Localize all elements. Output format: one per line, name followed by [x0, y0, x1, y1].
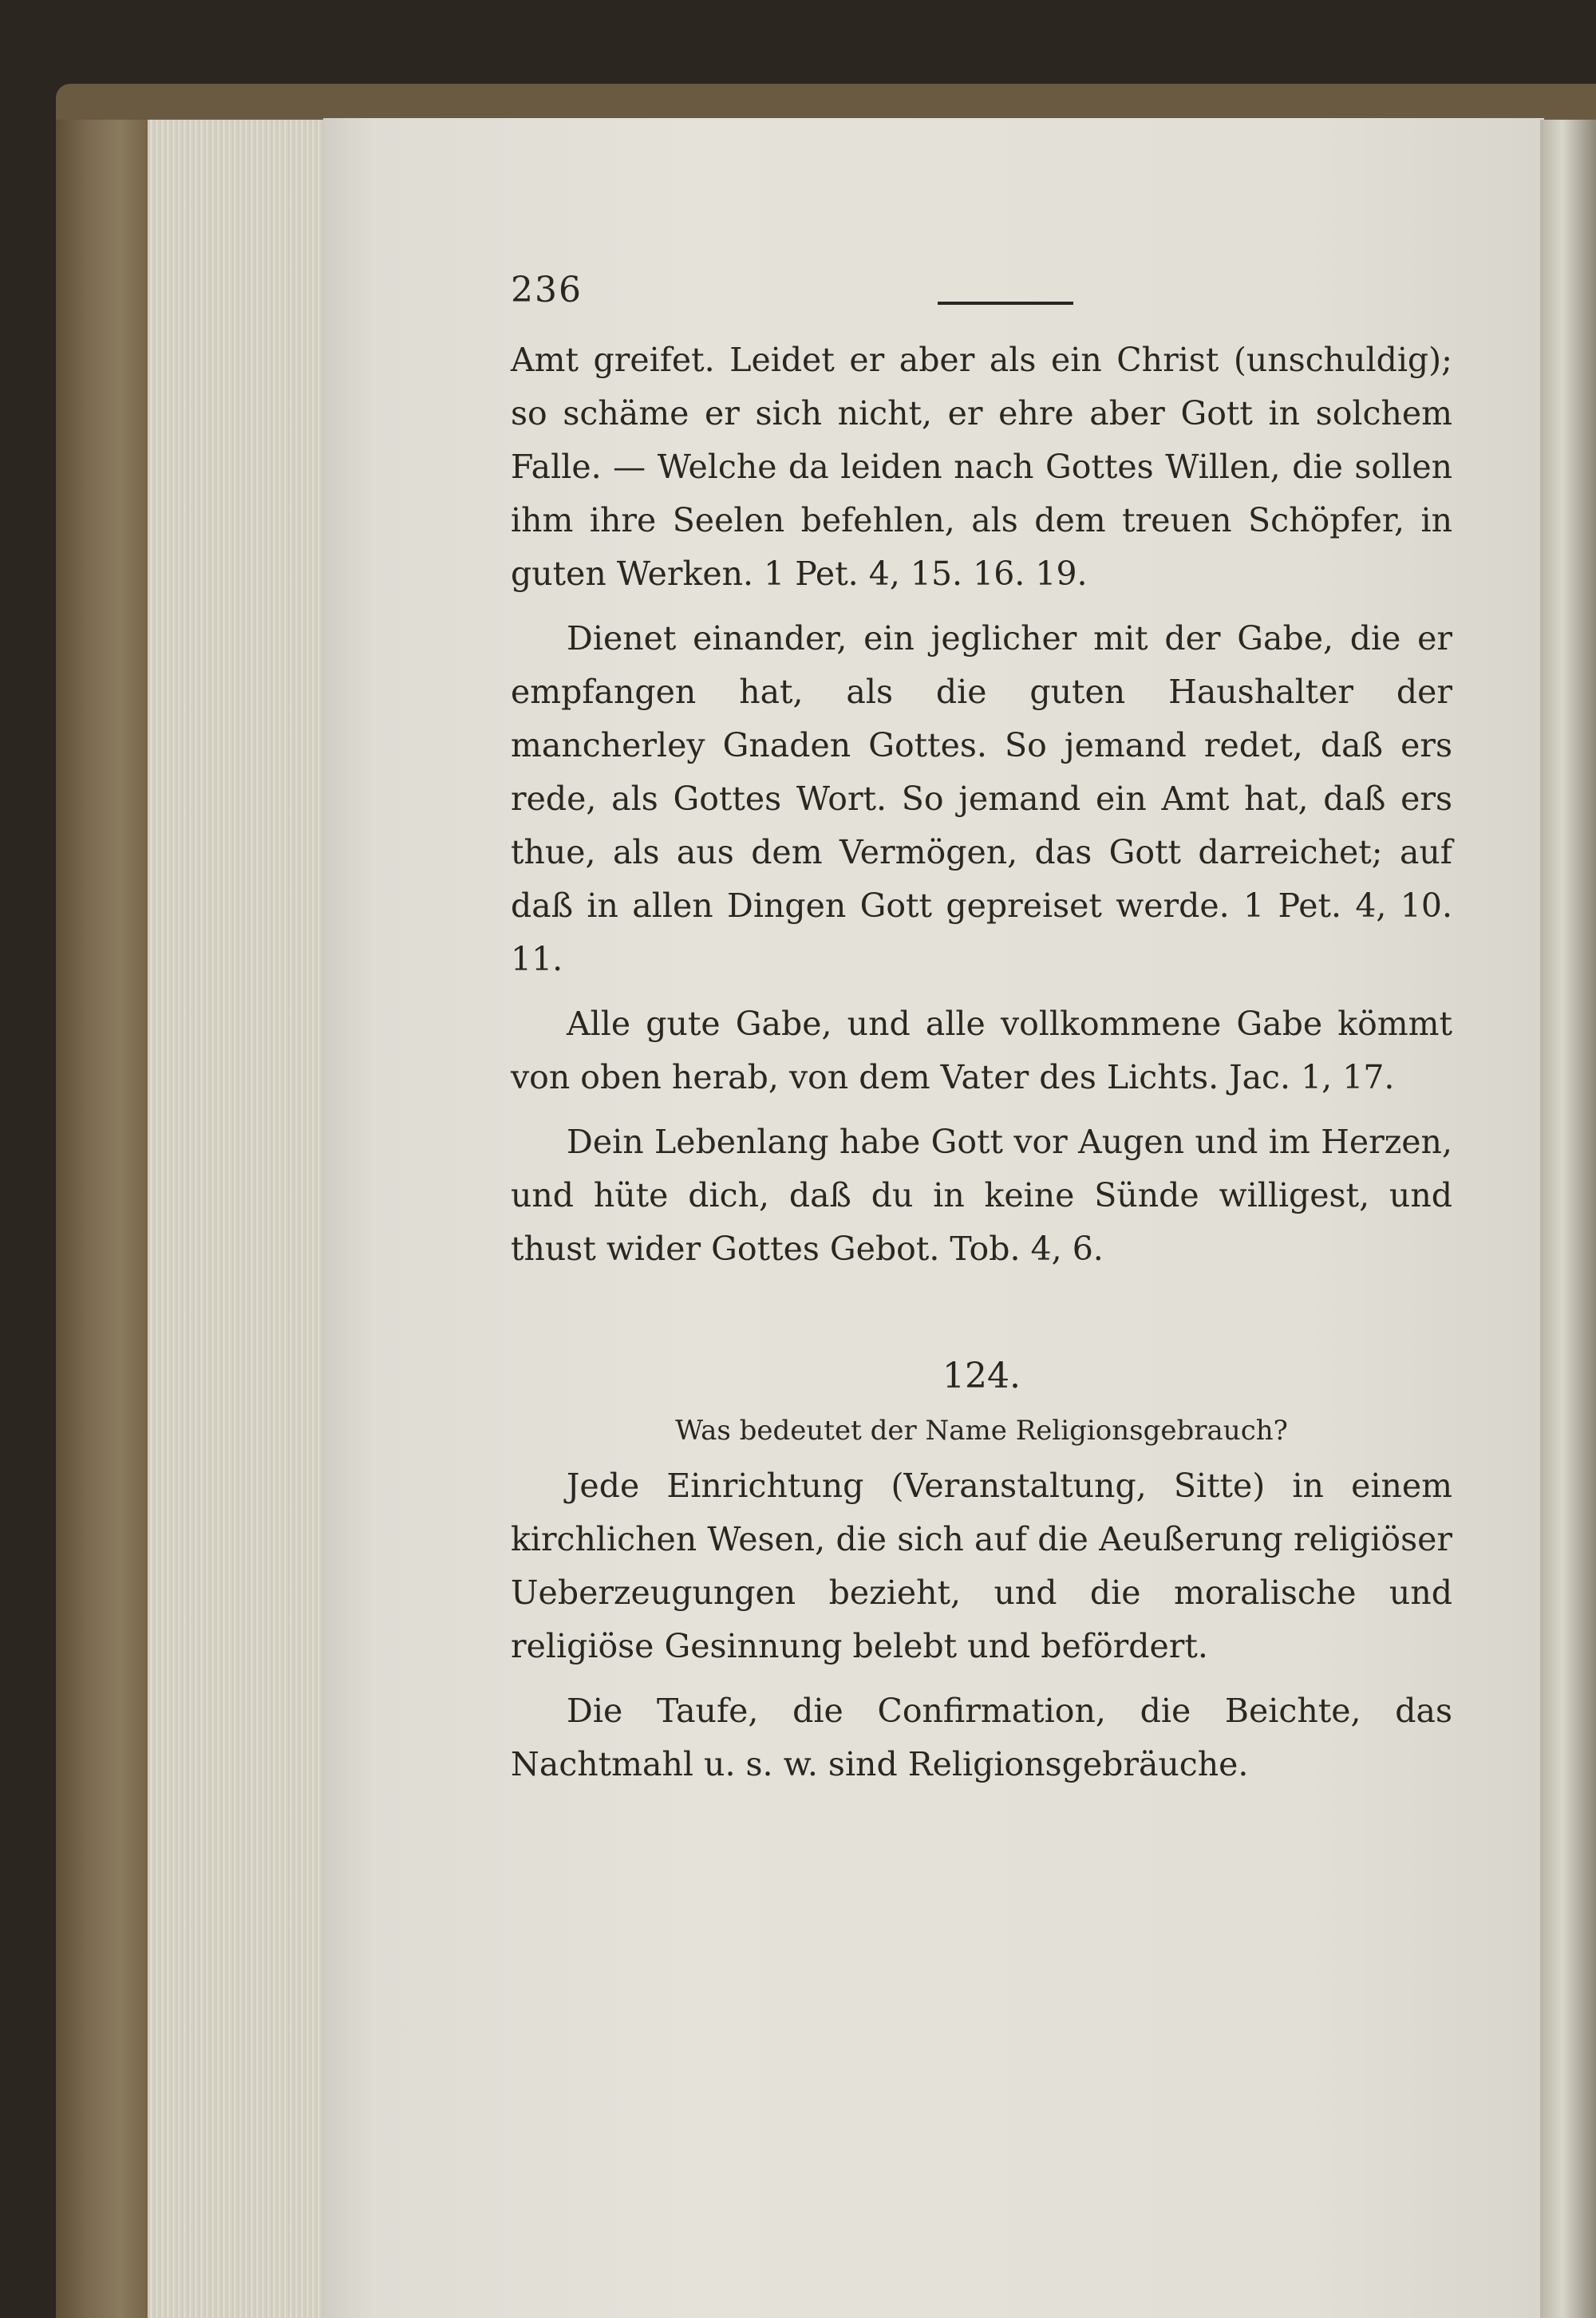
- paragraph-2: Dienet einander, ein jeglicher mit der Gabe, die er empfangen hat, als die guten Haushalter der mancherley Gnaden Gottes. So jemand redet, daß ers rede, als Gottes Wort. So jemand ein Amt hat, daß ers thue, als aus dem Vermögen, das Gott darreichet; auf daß in allen Dingen Gott gepreiset werde. 1 Pet. 4, 10. 11.: [511, 619, 1452, 978]
- section-question: Was bedeutet der Name Religionsgebrauch?: [675, 1415, 1288, 1447]
- page-text: [511, 270, 1452, 1803]
- cover-spine-edge: [56, 120, 148, 2318]
- header-rule: [938, 302, 1073, 305]
- paragraph-4: Dein Lebenlang habe Gott vor Augen und im Herzen, und hüte dich, daß du in keine Sünde willigest, und thust wider Gottes Gebot. Tob. 4, 6.: [511, 1123, 1452, 1268]
- facing-page-edge: [1540, 120, 1596, 2318]
- page-header: [511, 270, 1452, 334]
- section-number: 124.: [942, 1356, 1021, 1396]
- paragraph-5: Jede Einrichtung (Veranstaltung, Sitte) in einem kirchlichen Wesen, die sich auf die Aeußerung religiöser Ueberzeugungen bezieht, und die moralische und religiöse Gesinnung belebt und befördert.: [511, 1467, 1452, 1665]
- page-stack-edge: [148, 120, 331, 2318]
- page-number: 236: [511, 270, 583, 310]
- paragraph-6: Die Taufe, die Confirmation, die Beichte, das Nachtmahl u. s. w. sind Religionsgebräuche.: [511, 1692, 1452, 1783]
- paragraph-1: Amt greifet. Leidet er aber als ein Christ (unschuldig); so schäme er sich nicht, er ehre aber Gott in solchem Falle. — Welche da leiden nach Gottes Willen, die sollen ihm ihre Seelen befehlen, als dem treuen Schöpfer, in guten Werken. 1 Pet. 4, 15. 16. 19.: [511, 341, 1452, 593]
- paragraph-3: Alle gute Gabe, und alle vollkommene Gabe kömmt von oben herab, von dem Vater des Lichts. Jac. 1, 17.: [511, 1005, 1452, 1096]
